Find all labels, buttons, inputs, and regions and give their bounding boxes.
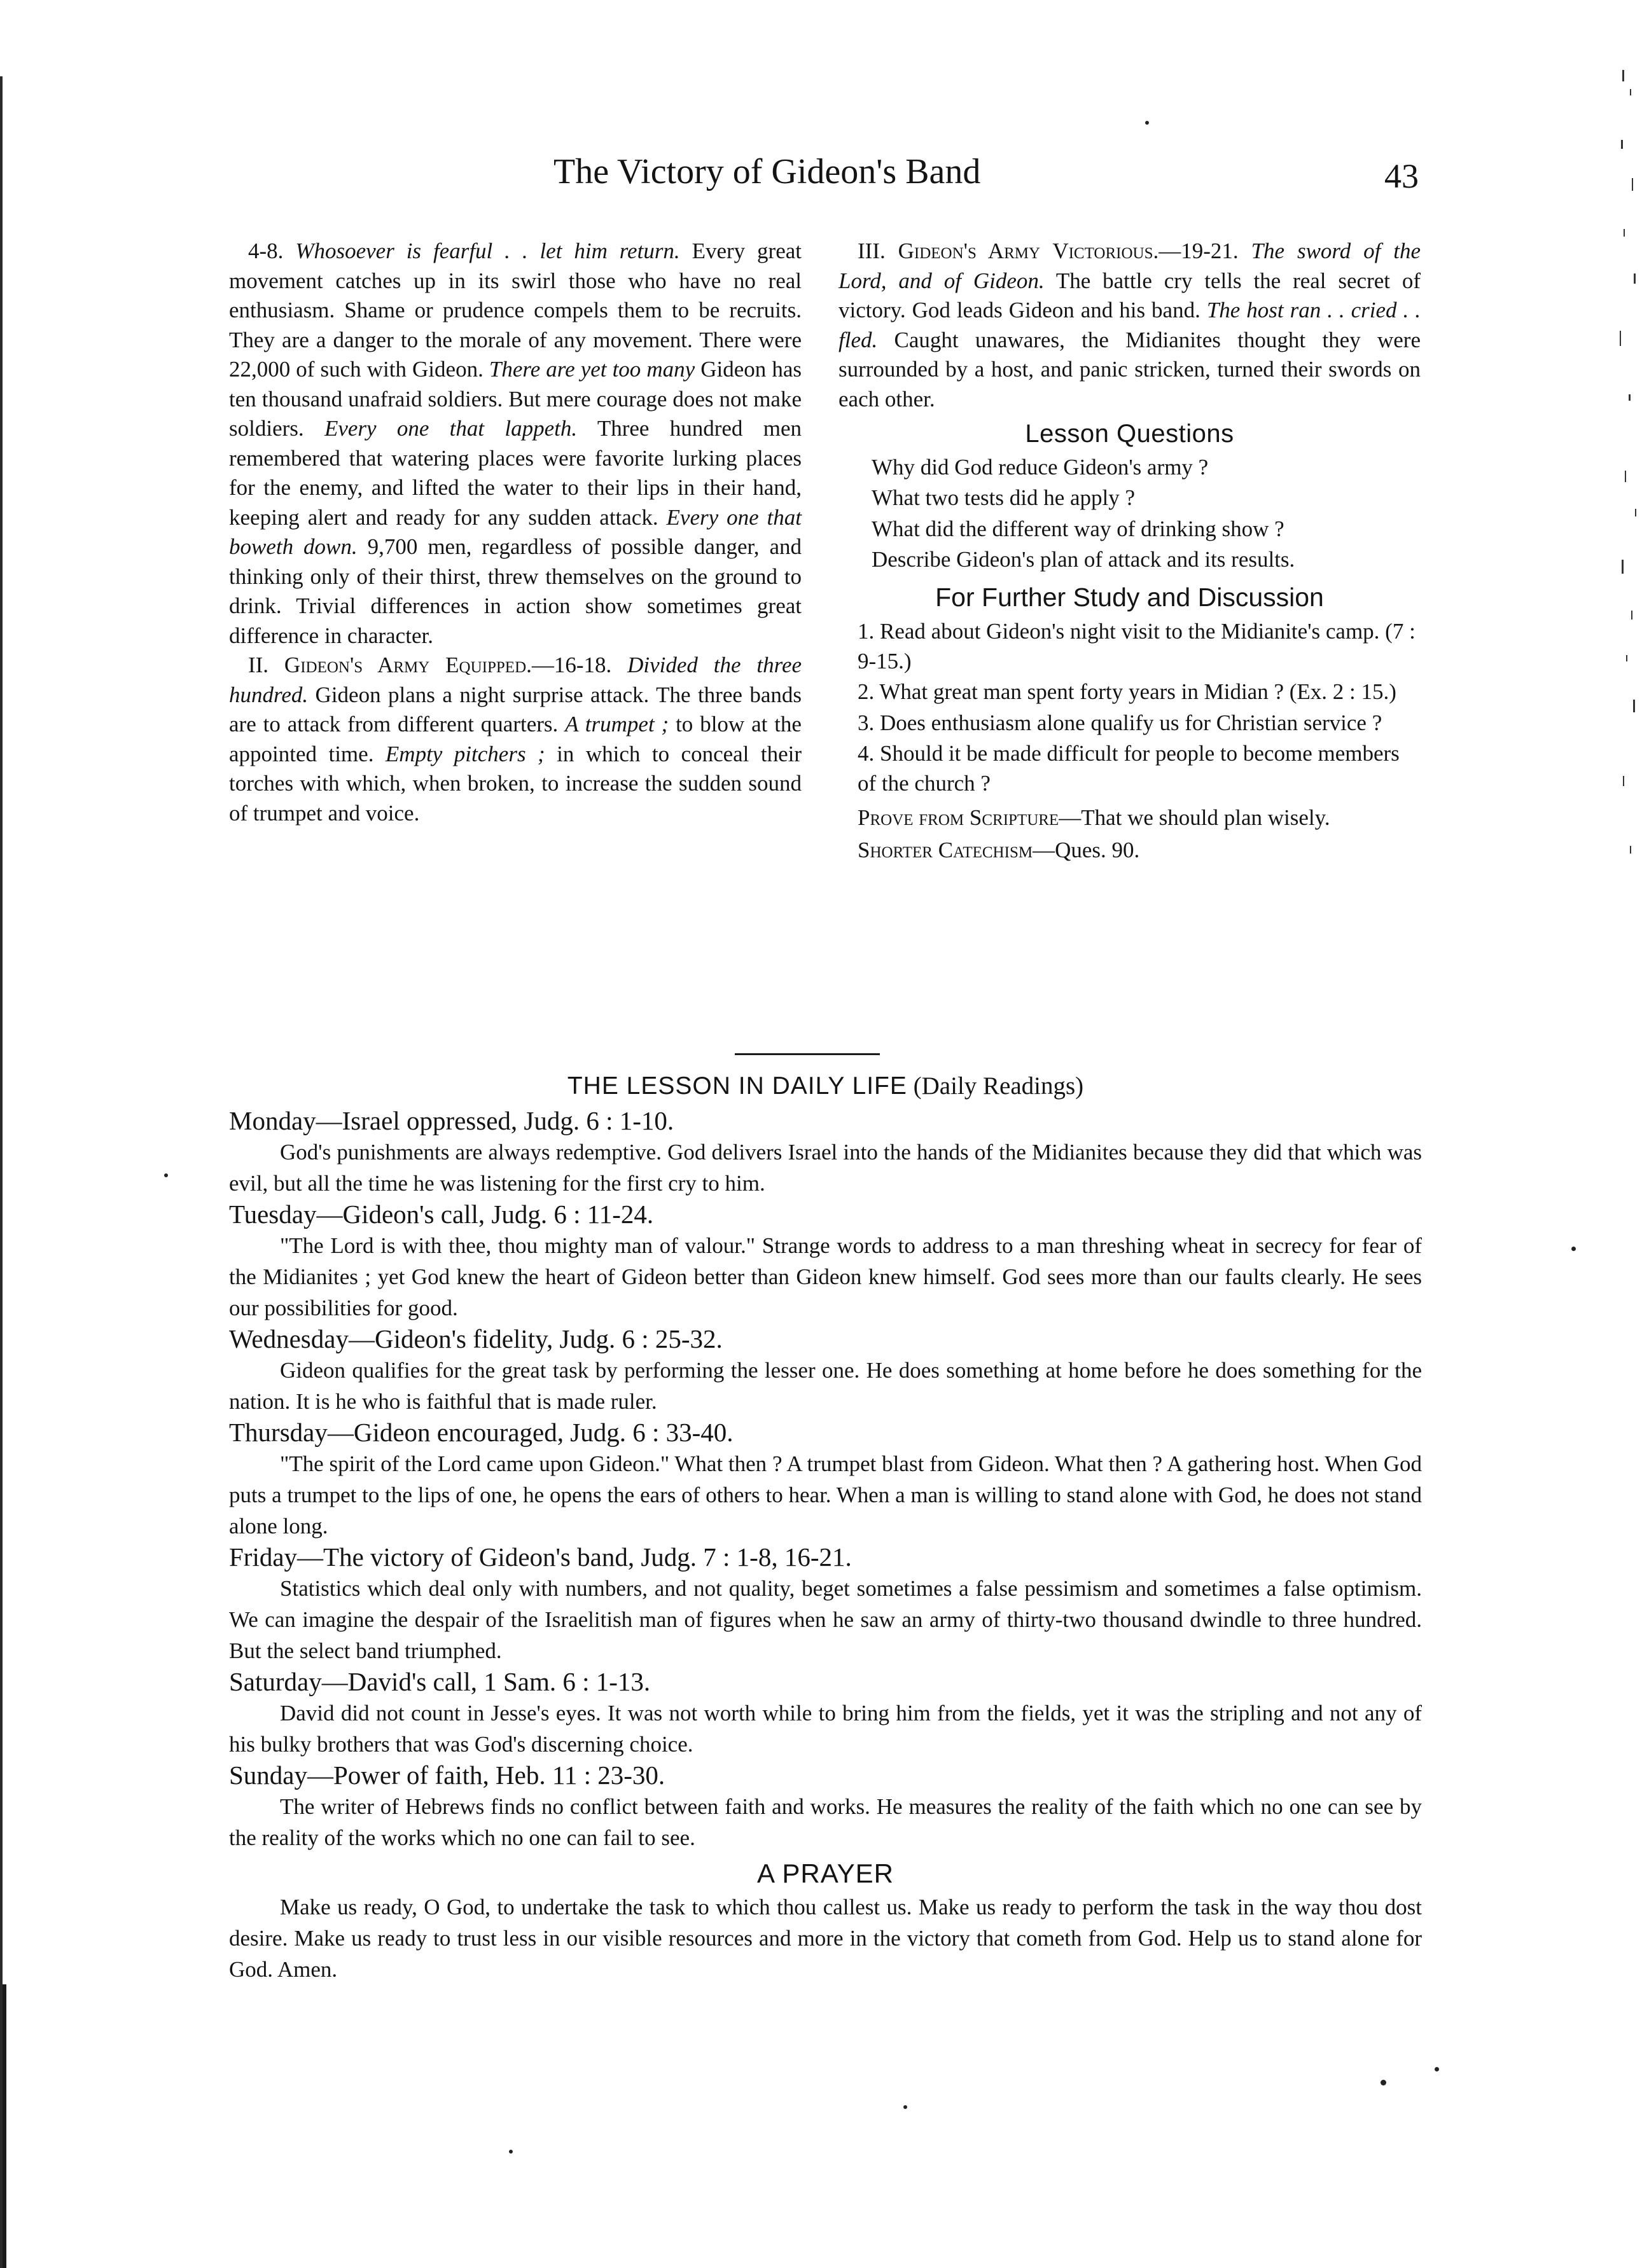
daily-life-section <box>229 1072 1422 1985</box>
prayer-text: Make us ready, O God, to undertake the task to which thou callest us. Make us ready to perform the task in the way thou dost desire. Make us ready to trust less in our visible resources and more in the victory that cometh from God. Help us to stand alone for God. Amen. <box>229 1895 1422 1982</box>
day-name: Sunday <box>229 1760 307 1790</box>
study-item: 1. Read about Gideon's night visit to the Midianite's camp. (7 : 9-15.) <box>858 619 1416 674</box>
day-heading-saturday <box>229 1666 1422 1698</box>
text-run: The battle cry tells the real secret of victory. God leads Gideon and his band. <box>838 268 1421 322</box>
scripture-quote: Divided the three hundred. <box>229 653 802 707</box>
day-reading: —Gideon's fidelity, Judg. 6 : 25-32. <box>348 1324 723 1353</box>
text-run: Gideon has ten thousand unafraid soldiers. But mere courage does not make soldiers. <box>229 357 802 441</box>
day-heading-monday <box>229 1105 1422 1137</box>
day-reading: —David's call, 1 Sam. 6 : 1-13. <box>321 1667 651 1696</box>
study-item: 4. Should it be made difficult for people to become members of the church ? <box>858 741 1400 796</box>
daily-life-title-caps: THE LESSON IN DAILY LIFE <box>567 1072 907 1100</box>
shorter-catechism <box>838 836 1421 866</box>
question-item: What did the different way of drinking show ? <box>872 516 1284 541</box>
scripture-quote: There are yet too many <box>489 357 695 382</box>
running-title: The Victory of Gideon's Band <box>553 152 981 191</box>
paragraph-army-victorious <box>838 237 1421 414</box>
section-heading: Gideon's Army Victorious. <box>898 239 1159 263</box>
scan-speck <box>1145 121 1149 125</box>
day-heading-wednesday <box>229 1324 1422 1355</box>
day-heading-sunday <box>229 1760 1422 1791</box>
lesson-questions-heading: Lesson Questions <box>1025 420 1234 448</box>
text-run: in which to conceal their torches with which, when broken, to increase the sudden sound of trumpet and voice. <box>229 741 802 826</box>
day-reading: —Gideon encouraged, Judg. 6 : 33-40. <box>327 1418 734 1447</box>
day-name: Thursday <box>229 1418 328 1447</box>
prove-from-scripture <box>838 803 1421 833</box>
day-text-thursday: "The spirit of the Lord came upon Gideon." What then ? A trumpet blast from Gideon. What then ? A gathering host. When God puts a trumpet to the lips of one, he opens the ears of others to hear. When a man is willing to stand alone with God, he does not stand alone long. <box>229 1451 1422 1539</box>
day-text-wednesday: Gideon qualifies for the great task by performing the lesser one. He does something at home before he does something for the nation. It is he who is faithful that is made ruler. <box>229 1358 1422 1414</box>
text-run: Every great movement catches up in its swirl those who have no real enthusiasm. Shame or prudence compels them to be recruits. They are a danger to the morale of any movement. There were 22,000 of such with Gideon. <box>229 239 802 382</box>
daily-life-title-sub: (Daily Readings) <box>913 1072 1084 1100</box>
scan-speck <box>509 2150 513 2154</box>
text-run: II. <box>248 653 284 677</box>
right-column <box>838 237 1421 865</box>
day-heading-thursday <box>229 1417 1422 1448</box>
day-reading: —Gideon's call, Judg. 6 : 11-24. <box>316 1200 654 1229</box>
section-divider <box>735 1053 880 1055</box>
day-text-saturday: David did not count in Jesse's eyes. It was not worth while to bring him from the fields, yet it was the stripling and not any of his bulky brothers that was God's discerning choice. <box>229 1701 1422 1757</box>
scan-speck <box>164 1173 168 1177</box>
section-heading: Gideon's Army Equipped. <box>284 653 532 677</box>
text-run: 9,700 men, regardless of possible danger, and thinking only of their thirst, threw themselves on the ground to drink. Trivial differences in action show sometimes great difference in character. <box>229 534 802 648</box>
day-name: Monday <box>229 1106 316 1135</box>
scripture-quote: The sword of the Lord, and of Gideon. <box>838 239 1421 293</box>
prove-text: —That we should plan wisely. <box>1059 805 1330 830</box>
further-study-heading: For Further Study and Discussion <box>935 582 1324 612</box>
scan-speck <box>1435 2067 1439 2071</box>
text-run: Three hundred men remembered that watering places were favorite lurking places for the enemy, and lifted the water to their lips in their hand, keeping alert and ready for any sudden attack. <box>229 416 802 530</box>
study-item: 2. What great man spent forty years in Midian ? (Ex. 2 : 15.) <box>858 679 1396 704</box>
scripture-quote: Every one that boweth down. <box>229 504 802 559</box>
paragraph-verses-4-8 <box>229 237 802 651</box>
daily-life-title <box>229 1072 1422 1100</box>
day-name: Saturday <box>229 1667 322 1696</box>
day-reading: —The victory of Gideon's band, Judg. 7 : 1-8, 16-21. <box>297 1542 852 1572</box>
day-text-sunday: The writer of Hebrews finds no conflict between faith and works. He measures the reality of the faith which no one can see by the reality of the works which no one can fail to see. <box>229 1794 1422 1850</box>
day-heading-tuesday <box>229 1199 1422 1230</box>
study-item: 3. Does enthusiasm alone qualify us for Christian service ? <box>858 710 1382 735</box>
binding-shadow <box>0 76 9 2268</box>
scan-speck <box>1381 2080 1386 2085</box>
text-run: —16-18. <box>531 653 628 677</box>
text-run: —19-21. <box>1158 239 1251 263</box>
catechism-label: Shorter Catechism <box>858 837 1033 862</box>
scripture-quote: Every one that lappeth. <box>324 416 578 441</box>
day-text-monday: God's punishments are always redemptive. God delivers Israel into the hands of the Midianites because they did that which was evil, but all the time he was listening for the first cry to him. <box>229 1140 1422 1196</box>
page-header <box>229 151 1419 202</box>
page-number: 43 <box>1384 157 1419 195</box>
day-name: Friday <box>229 1542 298 1572</box>
paragraph-army-equipped <box>229 651 802 828</box>
day-reading: —Power of faith, Heb. 11 : 23-30. <box>307 1760 665 1790</box>
question-item: Describe Gideon's plan of attack and its results. <box>872 547 1295 572</box>
prayer-title: A PRAYER <box>757 1858 894 1888</box>
text-run: III. <box>858 239 898 263</box>
scripture-quote: A trumpet ; <box>565 712 669 736</box>
page-edge-noise <box>1616 64 1642 954</box>
day-name: Tuesday <box>229 1200 317 1229</box>
scripture-quote: Empty pitchers ; <box>385 741 545 766</box>
left-column <box>229 237 802 828</box>
text-run: to blow at the appointed time. <box>229 712 802 766</box>
prove-label: Prove from Scripture <box>858 805 1059 830</box>
scan-speck <box>903 2105 907 2109</box>
day-text-tuesday: "The Lord is with thee, thou mighty man of valour." Strange words to address to a man threshing wheat in secrecy for fear of the Midianites ; yet God knew the heart of Gideon better than Gideon knew himself. God sees more than our faults clearly. He sees our possibilities for good. <box>229 1233 1422 1320</box>
question-item: What two tests did he apply ? <box>872 485 1136 510</box>
question-item: Why did God reduce Gideon's army ? <box>872 454 1209 480</box>
text-run: Caught unawares, the Midianites thought they were surrounded by a host, and panic stricken, turned their swords on each other. <box>838 327 1421 411</box>
day-heading-friday <box>229 1542 1422 1573</box>
scripture-quote: The host ran . . cried . . fled. <box>838 298 1421 352</box>
text-run: Gideon plans a night surprise attack. The three bands are to attack from different quarters. <box>229 682 802 736</box>
catechism-text: —Ques. 90. <box>1033 837 1140 862</box>
scripture-quote: Whosoever is fearful . . let him return. <box>295 239 680 263</box>
day-name: Wednesday <box>229 1324 349 1353</box>
text-run: 4-8. <box>248 239 296 263</box>
day-text-friday: Statistics which deal only with numbers, and not quality, beget sometimes a false pessimism and sometimes a false optimism. We can imagine the despair of the Israelitish man of figures when he saw an army of thirty-two thousand dwindle to three hundred. But the select band triumphed. <box>229 1576 1422 1663</box>
day-reading: —Israel oppressed, Judg. 6 : 1-10. <box>316 1106 674 1135</box>
scan-speck <box>1571 1247 1576 1251</box>
